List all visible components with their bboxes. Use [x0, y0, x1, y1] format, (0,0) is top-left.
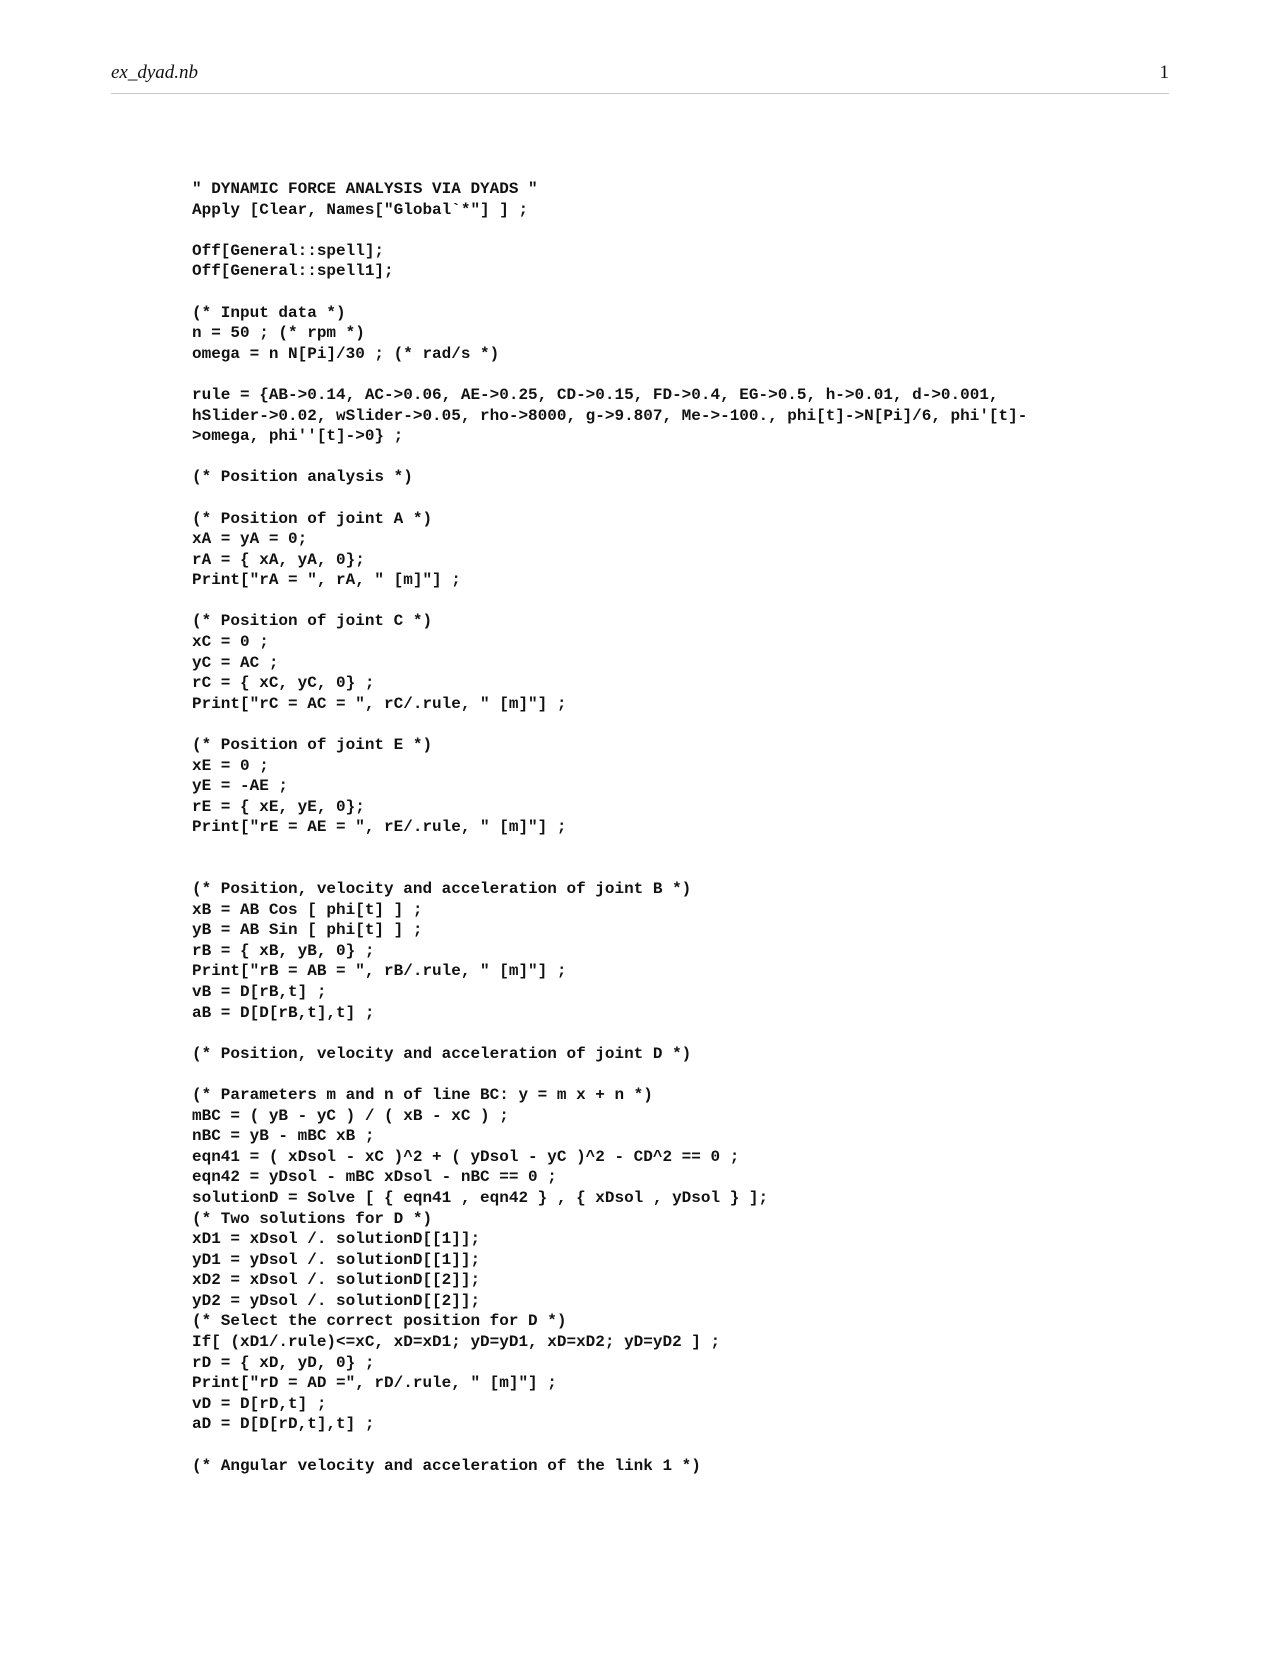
code-line: Off[General::spell1];: [192, 262, 394, 281]
code-line: (* Parameters m and n of line BC: y = m x + n *): [192, 1085, 653, 1104]
code-line: rule = {AB->0.14, AC->0.06, AE->0.25, CD->0.15, FD->0.4, EG->0.5, h->0.01, d->0.001,: [192, 385, 999, 404]
code-line: n = 50 ; (* rpm *): [192, 324, 365, 343]
code-line: aD = D[D[rD,t],t] ;: [192, 1415, 375, 1434]
code-cell: [192, 1044, 1192, 1065]
code-line: yD2 = yDsol /. solutionD[[2]];: [192, 1291, 481, 1310]
code-line: xB = AB Cos [ phi[t] ] ;: [192, 900, 423, 919]
code-line: omega = n N[Pi]/30 ; (* rad/s *): [192, 344, 500, 363]
code-line: xC = 0 ;: [192, 633, 269, 652]
code-line: (* Input data *): [192, 303, 346, 322]
code-line: (* Position of joint A *): [192, 509, 433, 528]
code-line: If[ (xD1/.rule)<=xC, xD=xD1; yD=yD1, xD=xD2; yD=yD2 ] ;: [192, 1333, 721, 1352]
code-cell: [192, 303, 1192, 365]
page-header: [111, 60, 1169, 94]
code-line: Apply [Clear, Names["Global`*"] ] ;: [192, 200, 529, 219]
code-cell: [192, 879, 1192, 1023]
code-line: (* Two solutions for D *): [192, 1209, 433, 1228]
code-line: yD1 = yDsol /. solutionD[[1]];: [192, 1250, 481, 1269]
code-line: vB = D[rB,t] ;: [192, 982, 327, 1001]
code-cell: [192, 735, 1192, 838]
code-cell: [192, 1085, 1192, 1435]
code-line: rA = { xA, yA, 0};: [192, 550, 365, 569]
code-line: xE = 0 ;: [192, 756, 269, 775]
code-line: rE = { xE, yE, 0};: [192, 797, 365, 816]
code-line: (* Angular velocity and acceleration of the link 1 *): [192, 1456, 701, 1475]
notebook-title: ex_dyad.nb: [111, 62, 199, 83]
code-line: Print["rD = AD =", rD/.rule, " [m]"] ;: [192, 1374, 557, 1393]
code-line: xD2 = xDsol /. solutionD[[2]];: [192, 1271, 481, 1290]
code-cell: [192, 509, 1192, 591]
code-line: rB = { xB, yB, 0} ;: [192, 941, 375, 960]
code-line: aB = D[D[rB,t],t] ;: [192, 1003, 375, 1022]
code-line: eqn42 = yDsol - mBC xDsol - nBC == 0 ;: [192, 1168, 557, 1187]
code-line: xA = yA = 0;: [192, 530, 308, 549]
code-cell: [192, 1456, 1192, 1477]
code-line: (* Position analysis *): [192, 468, 413, 487]
code-line: yC = AC ;: [192, 653, 279, 672]
code-line: rC = { xC, yC, 0} ;: [192, 674, 375, 693]
code-line: rD = { xD, yD, 0} ;: [192, 1353, 375, 1372]
code-line: eqn41 = ( xDsol - xC )^2 + ( yDsol - yC )^2 - CD^2 == 0 ;: [192, 1147, 740, 1166]
code-cell: [192, 467, 1192, 488]
code-line: nBC = yB - mBC xB ;: [192, 1127, 375, 1146]
code-line: >omega, phi''[t]->0} ;: [192, 427, 404, 446]
code-line: (* Position of joint C *): [192, 612, 433, 631]
code-line: (* Position, velocity and acceleration of joint B *): [192, 880, 692, 898]
code-area: [192, 179, 1192, 1497]
code-line: Off[General::spell];: [192, 241, 385, 260]
code-line: yE = -AE ;: [192, 777, 289, 796]
code-line: xD1 = xDsol /. solutionD[[1]];: [192, 1230, 481, 1249]
code-line: (* Position of joint E *): [192, 736, 433, 755]
code-cell: [192, 241, 1192, 282]
page-number: 1: [1159, 62, 1169, 83]
code-line: hSlider->0.02, wSlider->0.05, rho->8000, g->9.807, Me->-100., phi[t]->N[Pi]/6, phi'[t]-: [192, 406, 1028, 425]
code-cell: [192, 179, 1192, 220]
code-line: (* Select the correct position for D *): [192, 1312, 567, 1331]
code-line: Print["rA = ", rA, " [m]"] ;: [192, 571, 461, 590]
code-line: vD = D[rD,t] ;: [192, 1394, 327, 1413]
code-line: (* Position, velocity and acceleration of joint D *): [192, 1044, 692, 1063]
code-line: " DYNAMIC FORCE ANALYSIS VIA DYADS ": [192, 180, 538, 198]
code-line: Print["rB = AB = ", rB/.rule, " [m]"] ;: [192, 962, 567, 981]
code-line: mBC = ( yB - yC ) / ( xB - xC ) ;: [192, 1106, 509, 1125]
code-line: Print["rC = AC = ", rC/.rule, " [m]"] ;: [192, 694, 567, 713]
code-cell: [192, 611, 1192, 714]
code-cell: [192, 385, 1192, 447]
code-line: Print["rE = AE = ", rE/.rule, " [m]"] ;: [192, 818, 567, 837]
code-line: solutionD = Solve [ { eqn41 , eqn42 } , { xDsol , yDsol } ];: [192, 1188, 769, 1207]
code-line: yB = AB Sin [ phi[t] ] ;: [192, 921, 423, 940]
